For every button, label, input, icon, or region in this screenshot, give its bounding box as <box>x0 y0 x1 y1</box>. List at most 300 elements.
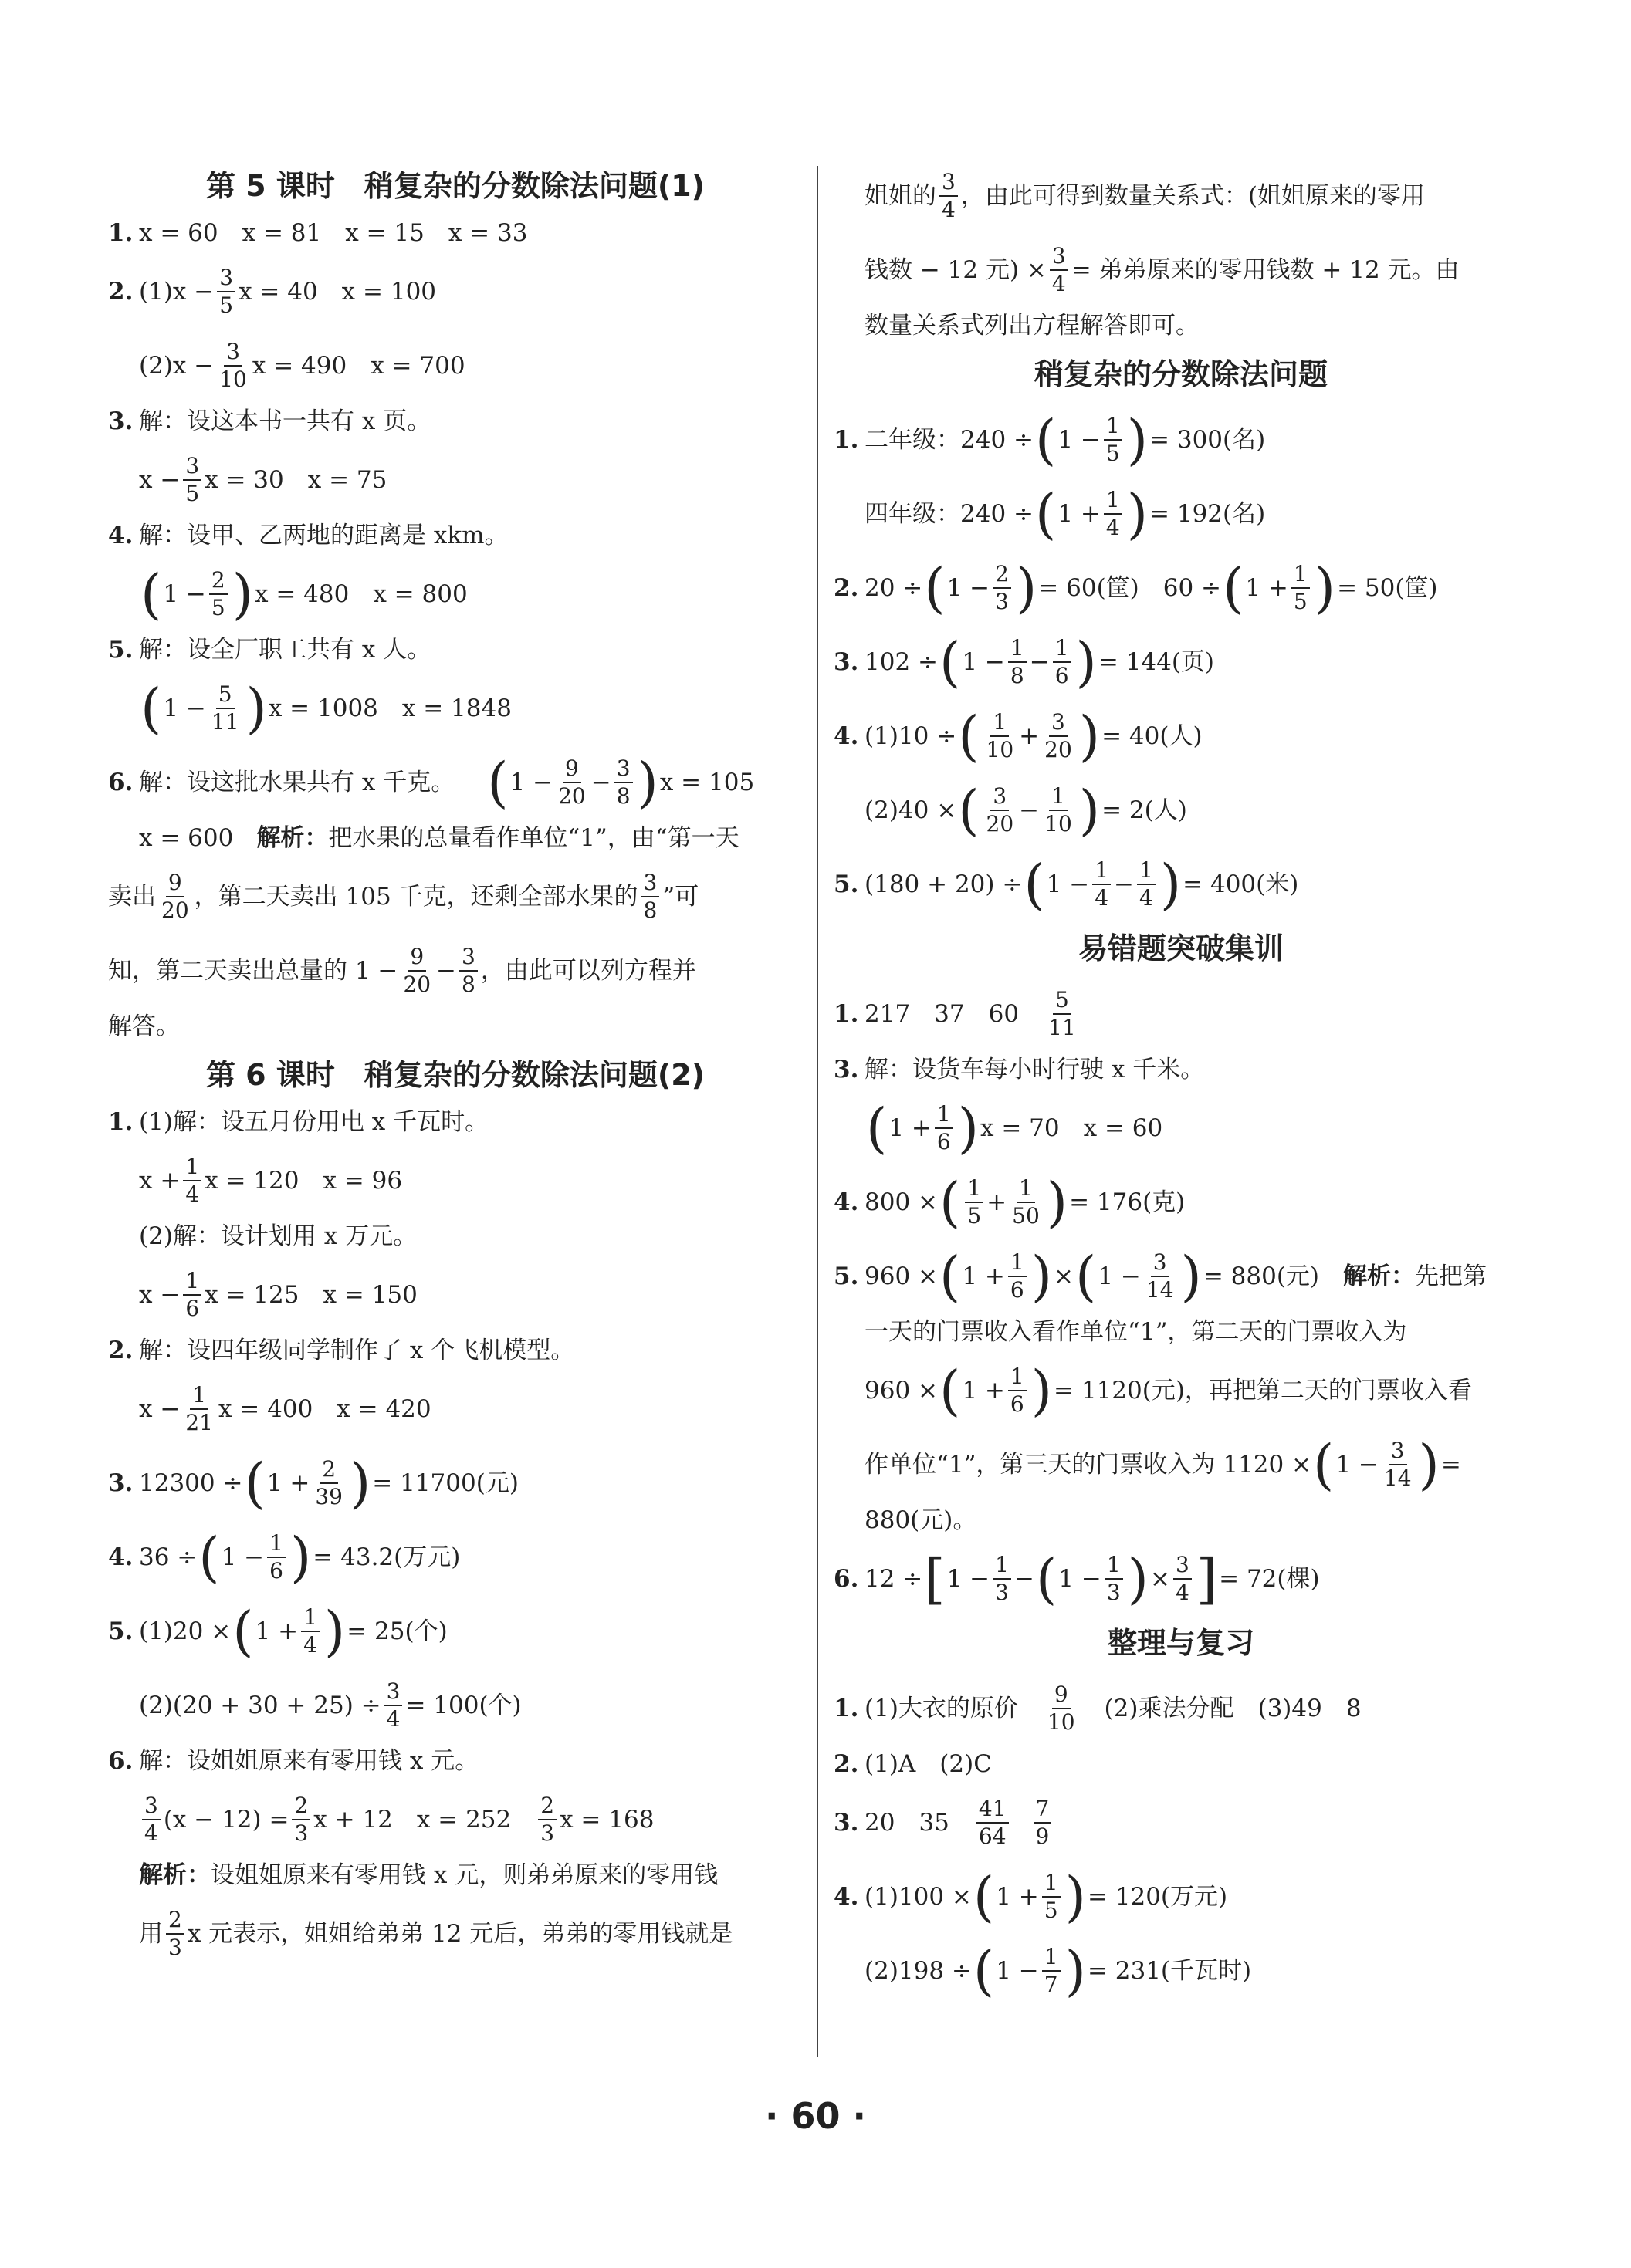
answer-text: x = 70 x = 60 <box>980 1114 1163 1142</box>
answer-text: 设姐姐原来有零用钱 x 元，则弟弟原来的零用钱 <box>211 1861 719 1889</box>
denominator: 6 <box>185 1296 200 1321</box>
denominator: 8 <box>643 897 658 923</box>
numerator: 1 <box>1105 1552 1123 1580</box>
numerator: 5 <box>1053 987 1071 1015</box>
answer-text: x 元表示，姐姐给弟弟 12 元后，弟弟的零用钱就是 <box>187 1920 733 1948</box>
answer-text: (1)x − <box>139 278 215 306</box>
left-paren: ( <box>1035 1547 1057 1611</box>
denominator: 20 <box>403 972 431 997</box>
answer-text: = 60(筐) 60 ÷ <box>1038 574 1222 602</box>
numerator: 1 <box>190 1382 208 1410</box>
right-paren: ) <box>1126 408 1149 472</box>
numerator: 9 <box>166 870 184 897</box>
denominator: 4 <box>144 1820 158 1846</box>
item-number: 3. <box>108 1469 134 1497</box>
right-paren: ) <box>1418 1433 1440 1496</box>
answer-text: x = 1008 x = 1848 <box>268 695 512 722</box>
answer-text: = 100(个) <box>405 1692 522 1719</box>
answer-line <box>834 980 1528 1048</box>
fraction <box>1034 1796 1052 1850</box>
answer-text: 1 − <box>163 580 206 608</box>
denominator: 6 <box>269 1558 283 1584</box>
answer-text: x − <box>139 1395 181 1423</box>
numerator: 1 <box>1042 1870 1061 1898</box>
answer-line <box>108 1107 803 1137</box>
answer-text: 1 − <box>946 1565 990 1593</box>
section-heading-error-training: 易错题突破集训 <box>1078 931 1284 965</box>
answer-text: = 72(棵) <box>1219 1565 1320 1593</box>
page-number: · 60 · <box>765 2095 866 2137</box>
item-number: 1. <box>108 1108 134 1136</box>
fraction <box>965 1175 983 1229</box>
answer-text: (2)x − <box>139 352 215 380</box>
answer-text: × <box>1149 1565 1170 1593</box>
fraction <box>984 783 1017 837</box>
fraction <box>976 1796 1009 1850</box>
fraction <box>217 339 249 393</box>
fraction <box>993 561 1011 615</box>
denominator: 7 <box>1044 1972 1058 1997</box>
denominator: 64 <box>978 1824 1007 1849</box>
numerator: 2 <box>993 561 1011 589</box>
answer-text: = 300(名) <box>1149 426 1266 454</box>
answer-text: = 40(人) <box>1101 722 1203 750</box>
answer-line <box>834 1054 1528 1085</box>
item-number: 1. <box>834 1695 859 1722</box>
left-paren: ( <box>939 1359 961 1422</box>
answer-text: ，第二天卖出 105 千克，还剩全部水果的 <box>194 883 638 911</box>
numerator: 1 <box>990 709 1009 737</box>
fraction <box>1092 857 1111 911</box>
answer-text: 二年级：240 ÷ <box>865 426 1034 454</box>
answer-text: 解：设这批水果共有 x 千克。 <box>139 769 455 796</box>
numerator: 3 <box>641 870 660 897</box>
answer-text: x = 490 x = 700 <box>252 352 465 380</box>
denominator: 4 <box>386 1706 401 1732</box>
answer-line <box>108 1449 803 1517</box>
item-number: 5. <box>108 636 134 664</box>
right-bracket: ] <box>1196 1547 1218 1611</box>
denominator: 39 <box>315 1484 343 1509</box>
answer-text: (1)20 × <box>139 1617 232 1645</box>
answer-text: + <box>986 1188 1007 1216</box>
numerator: 3 <box>990 783 1009 811</box>
item-number: 6. <box>108 1747 134 1775</box>
fraction <box>209 567 228 621</box>
numerator: 2 <box>166 1907 184 1935</box>
item-number: 1. <box>108 219 134 247</box>
answer-line <box>834 776 1528 844</box>
answer-text: 36 ÷ <box>139 1543 198 1571</box>
answer-line <box>834 406 1528 474</box>
answer-line <box>108 1786 803 1854</box>
answer-text: ”可 <box>662 883 699 911</box>
right-paren: ) <box>1030 1245 1053 1308</box>
fraction <box>939 169 958 223</box>
answer-text: = 231(千瓦时) <box>1087 1957 1252 1985</box>
denominator: 3 <box>995 589 1009 614</box>
denominator: 14 <box>1383 1465 1412 1491</box>
answer-text: (1)解：设五月份用电 x 千瓦时。 <box>139 1108 489 1136</box>
numerator: 2 <box>538 1793 557 1820</box>
answer-text: x = 60 x = 81 x = 15 x = 33 <box>139 219 528 247</box>
answer-text: 960 × <box>865 1377 938 1404</box>
right-paren: ) <box>1075 630 1097 694</box>
answer-line <box>834 702 1528 770</box>
answer-text: 解答。 <box>108 1012 180 1040</box>
answer-text: ，由此可得到数量关系式：(姐姐原来的零用 <box>960 182 1425 210</box>
numerator: 1 <box>1017 1175 1035 1203</box>
answer-line <box>834 236 1528 304</box>
answer-text: 解：设全厂职工共有 x 人。 <box>139 636 431 664</box>
answer-text: ，由此可以列方程并 <box>480 957 696 985</box>
answer-line <box>834 1545 1528 1613</box>
denominator: 6 <box>1010 1277 1024 1303</box>
numerator: 3 <box>217 265 235 292</box>
right-paren: ) <box>957 1097 980 1160</box>
answer-line <box>834 1431 1528 1499</box>
fraction <box>183 1382 215 1436</box>
answer-line <box>108 560 803 628</box>
item-number: 2. <box>108 1337 134 1364</box>
analysis-label: 解析： <box>1343 1262 1416 1290</box>
answer-line <box>108 823 803 853</box>
item-number: 2. <box>834 574 859 602</box>
denominator: 20 <box>1044 737 1072 762</box>
answer-line <box>108 332 803 400</box>
answer-text: x = 600 <box>139 824 234 852</box>
left-paren: ( <box>939 1171 961 1234</box>
denominator: 5 <box>1105 441 1120 466</box>
denominator: 14 <box>1145 1277 1174 1303</box>
answer-text: (1)100 × <box>865 1883 972 1911</box>
left-paren: ( <box>1035 482 1057 546</box>
item-number: 3. <box>108 407 134 435</box>
fraction <box>384 1678 403 1732</box>
left-paren: ( <box>1075 1245 1097 1308</box>
answer-line <box>108 258 803 326</box>
numerator: 1 <box>1049 783 1068 811</box>
right-paren: ) <box>1064 1865 1086 1928</box>
denominator: 6 <box>1010 1391 1024 1417</box>
answer-text: − <box>1114 870 1135 898</box>
fraction <box>1382 1438 1414 1492</box>
answer-text: 1 + <box>1057 500 1101 528</box>
numerator: 1 <box>1092 857 1111 885</box>
denominator: 8 <box>462 972 475 997</box>
answer-text: 解：设甲、乙两地的距离是 xkm。 <box>139 522 509 549</box>
answer-line <box>108 1375 803 1443</box>
numerator: 3 <box>224 339 242 367</box>
answer-line <box>108 446 803 514</box>
answer-text: − <box>436 957 457 985</box>
answer-text: 1 + <box>266 1469 310 1497</box>
fraction <box>1042 1944 1061 1998</box>
answer-text: (2)解：设计划用 x 万元。 <box>139 1222 418 1250</box>
fraction <box>1104 413 1122 467</box>
answer-text: (180 + 20) ÷ <box>865 870 1023 898</box>
fraction <box>1008 1364 1027 1418</box>
numerator: 5 <box>216 681 235 709</box>
right-paren: ) <box>245 677 267 740</box>
denominator: 5 <box>219 292 234 318</box>
numerator: 3 <box>1151 1249 1169 1277</box>
right-paren: ) <box>1127 1547 1149 1611</box>
answer-text: 用 <box>139 1920 163 1948</box>
numerator: 2 <box>320 1456 338 1484</box>
answer-line <box>834 850 1528 918</box>
numerator: 3 <box>614 755 633 783</box>
fraction <box>1105 1552 1123 1606</box>
denominator: 20 <box>558 783 586 809</box>
denominator: 4 <box>1139 885 1153 911</box>
answer-text: = 25(个) <box>347 1617 448 1645</box>
left-paren: ( <box>958 705 980 768</box>
denominator: 3 <box>294 1820 309 1846</box>
answer-text: x = 480 x = 800 <box>255 580 468 608</box>
answer-text: + <box>1019 722 1040 750</box>
right-paren: ) <box>1180 1245 1202 1308</box>
answer-text: = 1120(元)，再把第二天的门票收入看 <box>1054 1377 1472 1404</box>
answer-text: 把水果的总量看作单位“1”，由“第一天 <box>328 824 739 852</box>
answer-text: − <box>1013 1565 1034 1593</box>
fraction <box>209 681 242 735</box>
answer-text: − <box>590 769 611 796</box>
numerator: 3 <box>459 944 478 972</box>
fraction <box>301 1604 320 1658</box>
item-number: 5. <box>108 1617 134 1645</box>
answer-line <box>834 1317 1528 1347</box>
right-paren: ) <box>1314 556 1336 620</box>
fraction <box>401 944 433 998</box>
denominator: 9 <box>1035 1824 1050 1849</box>
denominator: 4 <box>942 197 956 222</box>
analysis-label: 解析： <box>139 1861 211 1889</box>
answer-text: x + 12 x = 252 <box>313 1806 536 1834</box>
item-number: 2. <box>834 1750 859 1778</box>
answer-text: x = 40 x = 100 <box>239 278 437 306</box>
item-number: 4. <box>834 722 859 750</box>
answer-text: 数量关系式列出方程解答即可。 <box>865 312 1200 340</box>
answer-line <box>834 1749 1528 1780</box>
answer-line <box>834 1094 1528 1162</box>
numerator: 1 <box>183 1154 201 1181</box>
answer-text: 1 − <box>1098 1262 1141 1290</box>
answer-text: 卖出 <box>108 883 156 911</box>
denominator: 4 <box>1051 271 1066 296</box>
fraction <box>1173 1552 1192 1606</box>
answer-text: 1 − <box>1058 1565 1101 1593</box>
denominator: 10 <box>1044 811 1072 837</box>
denominator: 3 <box>1106 1580 1121 1605</box>
right-paren: ) <box>1159 853 1182 916</box>
section-heading-lesson-5: 第 5 课时 稍复杂的分数除法问题(1) <box>205 169 706 203</box>
answer-line <box>834 1937 1528 2005</box>
item-number: 3. <box>834 1056 859 1083</box>
fraction <box>166 1907 184 1961</box>
denominator: 11 <box>1048 1015 1076 1040</box>
denominator: 5 <box>211 595 225 620</box>
answer-text: 1 − <box>221 1543 265 1571</box>
right-paren: ) <box>323 1600 346 1663</box>
numerator: 1 <box>1104 413 1122 441</box>
answer-text: 1 − <box>509 769 553 796</box>
denominator: 4 <box>1095 885 1109 911</box>
fraction <box>1291 561 1310 615</box>
left-paren: ( <box>939 630 961 694</box>
answer-text: 12 ÷ <box>865 1565 923 1593</box>
answer-text: 解：设四年级同学制作了 x 个飞机模型。 <box>139 1337 575 1364</box>
answer-text: x + <box>139 1167 181 1195</box>
fraction <box>159 870 191 924</box>
answer-line <box>834 1242 1528 1310</box>
item-number: 3. <box>834 648 859 676</box>
left-paren: ( <box>973 1865 995 1928</box>
answer-text: = 2(人) <box>1101 796 1187 824</box>
answer-text: 1 − <box>962 648 1005 676</box>
answer-text: × <box>1054 1262 1074 1290</box>
left-paren: ( <box>1223 556 1244 620</box>
item-number: 4. <box>108 1543 134 1571</box>
answer-line <box>108 1261 803 1329</box>
answer-text: = 176(克) <box>1069 1188 1186 1216</box>
answer-line <box>834 1505 1528 1536</box>
fraction <box>1042 709 1074 763</box>
denominator: 5 <box>185 481 200 506</box>
denominator: 6 <box>1054 663 1069 688</box>
left-paren: ( <box>232 1600 254 1663</box>
section-heading-lesson-6: 第 6 课时 稍复杂的分数除法问题(2) <box>205 1058 706 1092</box>
answer-text: = 400(米) <box>1183 870 1299 898</box>
numerator: 1 <box>1042 1944 1061 1972</box>
answer-text: (1)10 ÷ <box>865 722 957 750</box>
numerator: 1 <box>1104 487 1122 515</box>
answer-text: = 50(筐) <box>1337 574 1438 602</box>
answer-line <box>108 1335 803 1366</box>
answer-text: 880(元)。 <box>865 1506 977 1534</box>
answer-text: x − <box>139 466 181 494</box>
answer-text: = 120(万元) <box>1087 1883 1228 1911</box>
answer-text: = 弟弟原来的零用钱数 + 12 元。由 <box>1071 256 1460 284</box>
left-column <box>108 162 803 1974</box>
item-number: 5. <box>834 1262 859 1290</box>
answer-line <box>108 1523 803 1591</box>
fraction <box>1104 487 1122 541</box>
answer-text: x = 30 x = 75 <box>205 466 387 494</box>
fraction <box>142 1793 161 1847</box>
right-paren: ) <box>1078 705 1101 768</box>
numerator: 3 <box>384 1678 403 1706</box>
answer-line <box>108 1597 803 1665</box>
answer-text: 1 − <box>1057 426 1101 454</box>
denominator: 10 <box>986 737 1014 762</box>
denominator: 10 <box>1047 1709 1075 1735</box>
answer-text: 102 ÷ <box>865 648 938 676</box>
left-paren: ( <box>1035 408 1057 472</box>
numerator: 1 <box>1137 857 1156 885</box>
right-column <box>834 162 1528 2011</box>
denominator: 4 <box>185 1181 200 1207</box>
answer-text: 解：设这本书一共有 x 页。 <box>139 407 431 435</box>
numerator: 2 <box>292 1793 310 1820</box>
answer-text: = 43.2(万元) <box>313 1543 461 1571</box>
fraction <box>1042 1870 1061 1924</box>
denominator: 50 <box>1012 1203 1040 1229</box>
answer-text: 1 − <box>163 695 206 722</box>
answer-text: x = 168 <box>560 1806 655 1834</box>
right-paren: ) <box>1015 556 1037 620</box>
denominator: 11 <box>211 709 239 735</box>
fraction <box>556 755 588 810</box>
numerator: 1 <box>267 1530 286 1558</box>
right-paren: ) <box>232 563 254 626</box>
denominator: 20 <box>986 811 1014 837</box>
left-paren: ( <box>244 1452 266 1515</box>
left-paren: ( <box>140 563 162 626</box>
answer-text: 先把第 <box>1415 1262 1487 1290</box>
numerator: 3 <box>1049 709 1068 737</box>
denominator: 8 <box>1010 663 1024 688</box>
item-number: 4. <box>834 1188 859 1216</box>
numerator: 41 <box>976 1796 1009 1824</box>
section-heading-review: 整理与复习 <box>1107 1626 1254 1660</box>
answer-line <box>834 1357 1528 1425</box>
denominator: 20 <box>161 897 189 923</box>
answer-line <box>834 162 1528 230</box>
fraction <box>459 944 478 998</box>
answer-text: x = 120 x = 96 <box>205 1167 403 1195</box>
left-paren: ( <box>866 1097 888 1160</box>
item-number: 2. <box>108 278 134 306</box>
denominator: 3 <box>995 1580 1009 1605</box>
item-number: 1. <box>834 1000 859 1028</box>
numerator: 1 <box>993 1552 1011 1580</box>
fraction <box>1045 1682 1078 1736</box>
answer-line <box>108 1011 803 1042</box>
numerator: 3 <box>1050 243 1068 271</box>
answer-text: x = 125 x = 150 <box>205 1281 418 1309</box>
column-divider <box>817 166 818 2057</box>
answer-text: x = 105 <box>659 769 755 796</box>
answer-text: 1 + <box>255 1617 299 1645</box>
denominator: 3 <box>168 1935 182 1960</box>
answer-line <box>834 480 1528 548</box>
fraction <box>993 1552 1011 1606</box>
answer-text: 一天的门票收入看作单位“1”，第二天的门票收入为 <box>865 1318 1407 1346</box>
answer-text: − <box>1019 796 1040 824</box>
right-paren: ) <box>1078 779 1101 842</box>
fraction <box>292 1793 310 1847</box>
left-paren: ( <box>924 556 946 620</box>
numerator: 3 <box>1389 1438 1407 1465</box>
answer-line <box>108 1147 803 1215</box>
left-paren: ( <box>140 677 162 740</box>
answer-text: 1 + <box>888 1114 932 1142</box>
numerator: 1 <box>965 1175 983 1203</box>
answer-line <box>108 674 803 742</box>
numerator: 1 <box>1008 635 1027 663</box>
item-number: 6. <box>834 1565 859 1593</box>
answer-text: (2)198 ÷ <box>865 1957 972 1985</box>
answer-text: 800 × <box>865 1188 938 1216</box>
answer-text: 1 + <box>962 1377 1005 1404</box>
analysis-label: 解析： <box>256 824 329 852</box>
answer-line <box>108 1900 803 1968</box>
answer-text: 钱数 − 12 元) × <box>865 256 1047 284</box>
denominator: 4 <box>1105 515 1120 540</box>
fraction <box>1137 857 1156 911</box>
answer-line <box>108 937 803 1005</box>
